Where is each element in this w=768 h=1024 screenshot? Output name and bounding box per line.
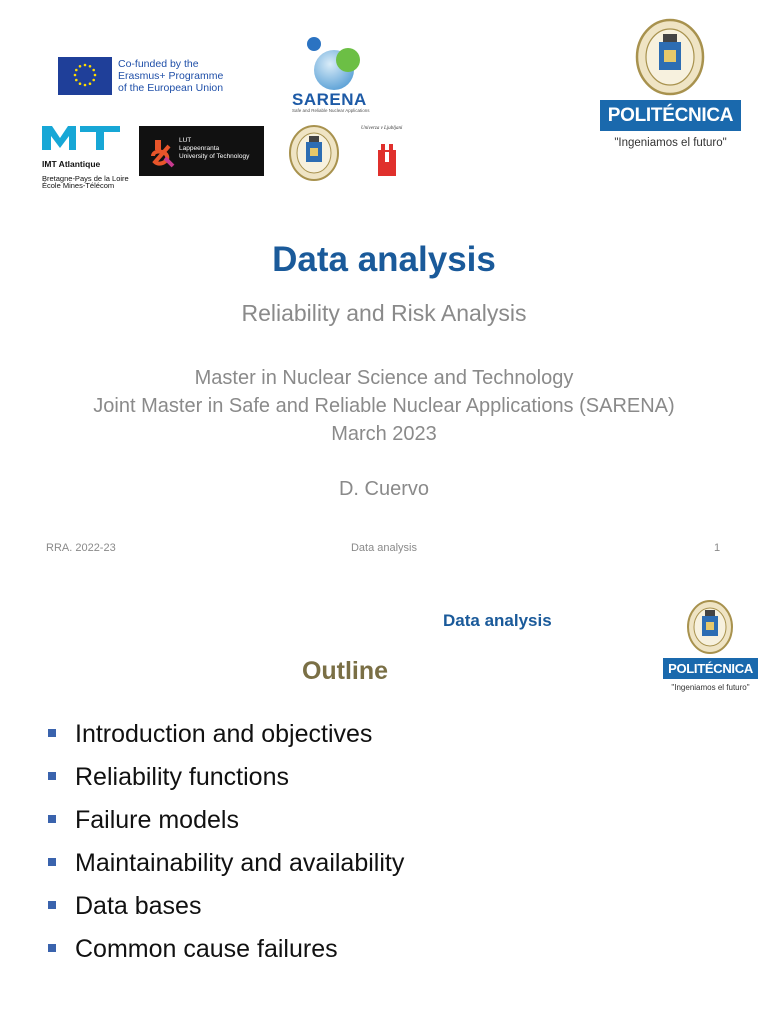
- list-item-text: Maintainability and availability: [75, 849, 405, 877]
- ljubljana-logo-icon: [378, 142, 396, 181]
- bullet-square-icon: [48, 729, 56, 737]
- sarena-logo-icon: [300, 36, 370, 97]
- eu-cofunded-text: Co-funded by the Erasmus+ Programme of the European Union: [118, 58, 224, 94]
- footer-page-number: 1: [714, 542, 721, 554]
- imt-name: IMT Atlantique: [42, 159, 101, 169]
- slide-title: Data analysis: [272, 240, 496, 279]
- politecnica-tagline-small: "Ingeniamos el futuro": [671, 683, 750, 692]
- lut-mark-icon: [149, 136, 179, 168]
- upm-seal-small-icon: [686, 599, 734, 660]
- slide-header: Data analysis: [443, 611, 552, 630]
- program-line-2: Joint Master in Safe and Reliable Nuclear Applications (SARENA): [93, 395, 675, 417]
- list-item: [48, 885, 404, 928]
- bullet-square-icon: [48, 901, 56, 909]
- upm-seal-icon: [288, 124, 340, 187]
- sarena-wordmark: SARENA: [292, 90, 367, 109]
- ljubljana-text: Univerza v Ljubljani: [361, 126, 403, 131]
- upm-seal-large-icon: [634, 18, 706, 101]
- lut-text: LUT Lappeenranta University of Technology: [179, 137, 250, 160]
- list-item-text: Common cause failures: [75, 935, 338, 963]
- list-item: [48, 756, 404, 799]
- list-item: [48, 799, 404, 842]
- footer-title: Data analysis: [350, 542, 418, 554]
- bullet-square-icon: [48, 858, 56, 866]
- date-text: March 2023: [331, 423, 437, 445]
- politecnica-tagline: "Ingeniamos el futuro": [614, 137, 727, 149]
- program-line-1: Master in Nuclear Science and Technology: [194, 367, 574, 389]
- bullet-square-icon: [48, 772, 56, 780]
- bullet-square-icon: [48, 944, 56, 952]
- list-item: [48, 713, 404, 756]
- footer-course: RRA. 2022-23: [46, 542, 116, 554]
- outline-slide: [0, 575, 768, 1024]
- outline-heading: Outline: [301, 657, 389, 685]
- list-item-text: Reliability functions: [75, 763, 289, 791]
- sarena-subtitle: Safe and Reliable Nuclear Applications: [292, 108, 370, 113]
- list-item-text: Failure models: [75, 806, 239, 834]
- slide-subtitle: Reliability and Risk Analysis: [241, 300, 527, 326]
- list-item-text: Data bases: [75, 892, 202, 920]
- politecnica-logo-small: POLITÉCNICA: [663, 658, 758, 679]
- imt-subtitle: Bretagne-Pays de la Loire École Mines-Télécom: [42, 174, 129, 190]
- imt-logo-icon: [42, 126, 122, 157]
- imt-text: [42, 154, 129, 189]
- eu-flag-icon: [58, 57, 112, 95]
- list-item: [48, 928, 404, 971]
- list-item: [48, 842, 404, 885]
- program-info: [0, 364, 768, 448]
- bullet-square-icon: [48, 815, 56, 823]
- outline-list: [48, 713, 404, 971]
- author-text: D. Cuervo: [338, 478, 430, 500]
- politecnica-logo: POLITÉCNICA: [600, 100, 741, 131]
- list-item-text: Introduction and objectives: [75, 720, 373, 748]
